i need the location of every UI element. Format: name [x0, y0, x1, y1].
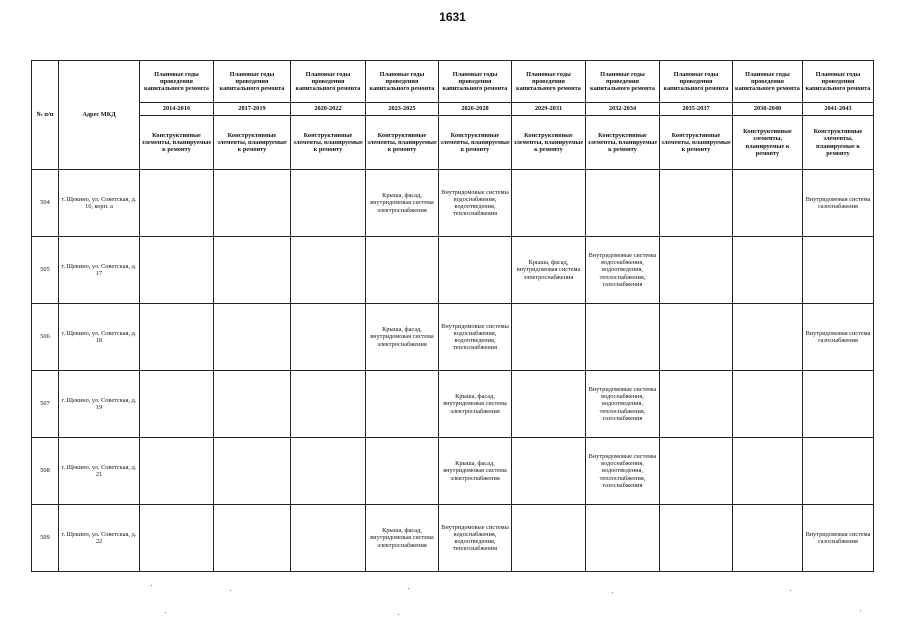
repair-cell	[214, 505, 291, 572]
period-years: 2023-2025	[366, 103, 439, 116]
row-number: 506	[32, 304, 59, 371]
table-row	[32, 371, 874, 438]
repair-cell: Крыша, фасад, внутридомовая система электроснабжения	[366, 505, 439, 572]
repair-cell	[733, 170, 803, 237]
row-address: г. Щекино, ул. Советская, д. 21	[59, 438, 140, 505]
repair-cell	[366, 371, 439, 438]
table-header	[32, 61, 874, 170]
repair-cell	[214, 371, 291, 438]
repair-cell	[733, 438, 803, 505]
scan-speck	[860, 610, 861, 611]
repair-cell: Внутридомовая система газоснабжения	[803, 170, 874, 237]
scan-speck	[398, 614, 399, 615]
repair-cell: Внутридомовая система газоснабжения	[803, 304, 874, 371]
scan-speck	[165, 612, 166, 613]
table-row	[32, 170, 874, 237]
row-address: г. Щекино, ул. Советская, д. 22	[59, 505, 140, 572]
repair-cell: Внутридомовая система газоснабжения	[803, 505, 874, 572]
table-body	[32, 170, 874, 572]
repair-cell	[512, 438, 586, 505]
period-elements: Конструктивные элементы, планируемые к ремонту	[291, 116, 366, 170]
repair-cell	[660, 237, 733, 304]
repair-cell	[140, 505, 214, 572]
period-elements: Конструктивные элементы, планируемые к ремонту	[803, 116, 874, 170]
repair-cell	[586, 304, 660, 371]
period-title: Плановые годы проведения капитального ремонта	[660, 61, 733, 103]
header-address: Адрес МКД	[59, 61, 140, 170]
repair-cell	[291, 304, 366, 371]
repair-cell	[140, 237, 214, 304]
repair-cell	[291, 371, 366, 438]
period-years: 2026-2028	[439, 103, 512, 116]
row-address: г. Щекино, ул. Советская, д. 18	[59, 304, 140, 371]
repair-cell	[366, 438, 439, 505]
period-elements: Конструктивные элементы, планируемые к ремонту	[586, 116, 660, 170]
period-elements: Конструктивные элементы, планируемые к ремонту	[140, 116, 214, 170]
repair-cell: Внутридомовые системы водоснабжения, водоотведения, теплоснабжения	[439, 170, 512, 237]
repair-cell	[291, 438, 366, 505]
repair-cell: Внутридомовые системы водоснабжения, водоотведения, теплоснабжения, газоснабжения	[586, 371, 660, 438]
repair-cell: Крыша, фасад, внутридомовая система электроснабжения	[439, 371, 512, 438]
period-years: 2035-2037	[660, 103, 733, 116]
period-years: 2041-2043	[803, 103, 874, 116]
period-elements: Конструктивные элементы, планируемые к ремонту	[512, 116, 586, 170]
header-title-row	[32, 61, 874, 103]
row-address: г. Щекино, ул. Советская, д. 16, корп. а	[59, 170, 140, 237]
repair-cell	[214, 237, 291, 304]
period-elements: Конструктивные элементы, планируемые к ремонту	[660, 116, 733, 170]
table-row	[32, 505, 874, 572]
period-title: Плановые годы проведения капитального ремонта	[140, 61, 214, 103]
period-title: Плановые годы проведения капитального ремонта	[214, 61, 291, 103]
period-years: 2029-2031	[512, 103, 586, 116]
scan-speck	[408, 588, 409, 589]
period-title: Плановые годы проведения капитального ремонта	[291, 61, 366, 103]
row-number: 507	[32, 371, 59, 438]
row-number: 508	[32, 438, 59, 505]
repair-schedule-table	[31, 60, 874, 572]
repair-cell	[214, 304, 291, 371]
repair-cell	[660, 371, 733, 438]
repair-cell	[214, 170, 291, 237]
scan-speck	[790, 590, 791, 591]
row-address: г. Щекино, ул. Советская, д. 19	[59, 371, 140, 438]
period-years: 2014-2016	[140, 103, 214, 116]
repair-cell	[512, 371, 586, 438]
repair-cell	[733, 371, 803, 438]
repair-cell	[660, 438, 733, 505]
scan-speck	[612, 592, 613, 593]
repair-cell	[512, 304, 586, 371]
repair-cell	[140, 438, 214, 505]
repair-cell	[366, 237, 439, 304]
period-years: 2017-2019	[214, 103, 291, 116]
repair-cell: Крыша, фасад, внутридомовая система электроснабжения	[439, 438, 512, 505]
row-number: 505	[32, 237, 59, 304]
header-years-row	[32, 103, 874, 116]
repair-cell: Крыша, фасад, внутридомовая система электроснабжения	[366, 304, 439, 371]
repair-cell: Крыша, фасад, внутридомовая система электроснабжения	[366, 170, 439, 237]
repair-cell: Крыша, фасад, внутридомовая система электроснабжения	[512, 237, 586, 304]
period-years: 2032-2034	[586, 103, 660, 116]
period-elements: Конструктивные элементы, планируемые к ремонту	[439, 116, 512, 170]
scan-speck	[151, 585, 152, 586]
period-title: Плановые годы проведения капитального ремонта	[586, 61, 660, 103]
repair-cell	[140, 170, 214, 237]
repair-cell	[291, 237, 366, 304]
repair-cell	[733, 304, 803, 371]
repair-cell	[140, 304, 214, 371]
period-title: Плановые годы проведения капитального ремонта	[439, 61, 512, 103]
repair-cell: Внутридомовые системы водоснабжения, водоотведения, теплоснабжения	[439, 304, 512, 371]
table-row	[32, 237, 874, 304]
period-title: Плановые годы проведения капитального ремонта	[803, 61, 874, 103]
repair-cell	[512, 505, 586, 572]
period-years: 2020-2022	[291, 103, 366, 116]
repair-cell	[214, 438, 291, 505]
repair-cell	[803, 237, 874, 304]
repair-cell	[586, 170, 660, 237]
row-number: 504	[32, 170, 59, 237]
repair-cell	[733, 237, 803, 304]
period-elements: Конструктивные элементы, планируемые к ремонту	[214, 116, 291, 170]
header-num: № п/п	[32, 61, 59, 170]
repair-cell: Внутридомовые системы водоснабжения, водоотведения, теплоснабжения, газоснабжения	[586, 237, 660, 304]
repair-cell	[803, 371, 874, 438]
period-elements: Конструктивные элементы, планируемые к ремонту	[366, 116, 439, 170]
scan-speck	[230, 590, 231, 591]
header-elements-row	[32, 116, 874, 170]
repair-cell: Внутридомовые системы водоснабжения, водоотведения, теплоснабжения	[439, 505, 512, 572]
repair-cell	[291, 505, 366, 572]
table-row	[32, 304, 874, 371]
period-title: Плановые годы проведения капитального ремонта	[512, 61, 586, 103]
period-elements: Конструктивные элементы, планируемые к ремонту	[733, 116, 803, 170]
period-years: 2038-2040	[733, 103, 803, 116]
table-row	[32, 438, 874, 505]
repair-cell: Внутридомовые системы водоснабжения, водоотведения, теплоснабжения, газоснабжения	[586, 438, 660, 505]
repair-cell	[439, 237, 512, 304]
repair-cell	[660, 304, 733, 371]
row-address: г. Щекино, ул. Советская, д. 17	[59, 237, 140, 304]
repair-cell	[140, 371, 214, 438]
period-title: Плановые годы проведения капитального ремонта	[366, 61, 439, 103]
row-number: 509	[32, 505, 59, 572]
repair-cell	[291, 170, 366, 237]
repair-cell	[660, 170, 733, 237]
repair-cell	[660, 505, 733, 572]
period-title: Плановые годы проведения капитального ремонта	[733, 61, 803, 103]
repair-cell	[803, 438, 874, 505]
repair-cell	[512, 170, 586, 237]
repair-cell	[733, 505, 803, 572]
repair-cell	[586, 505, 660, 572]
page-number: 1631	[439, 10, 466, 24]
